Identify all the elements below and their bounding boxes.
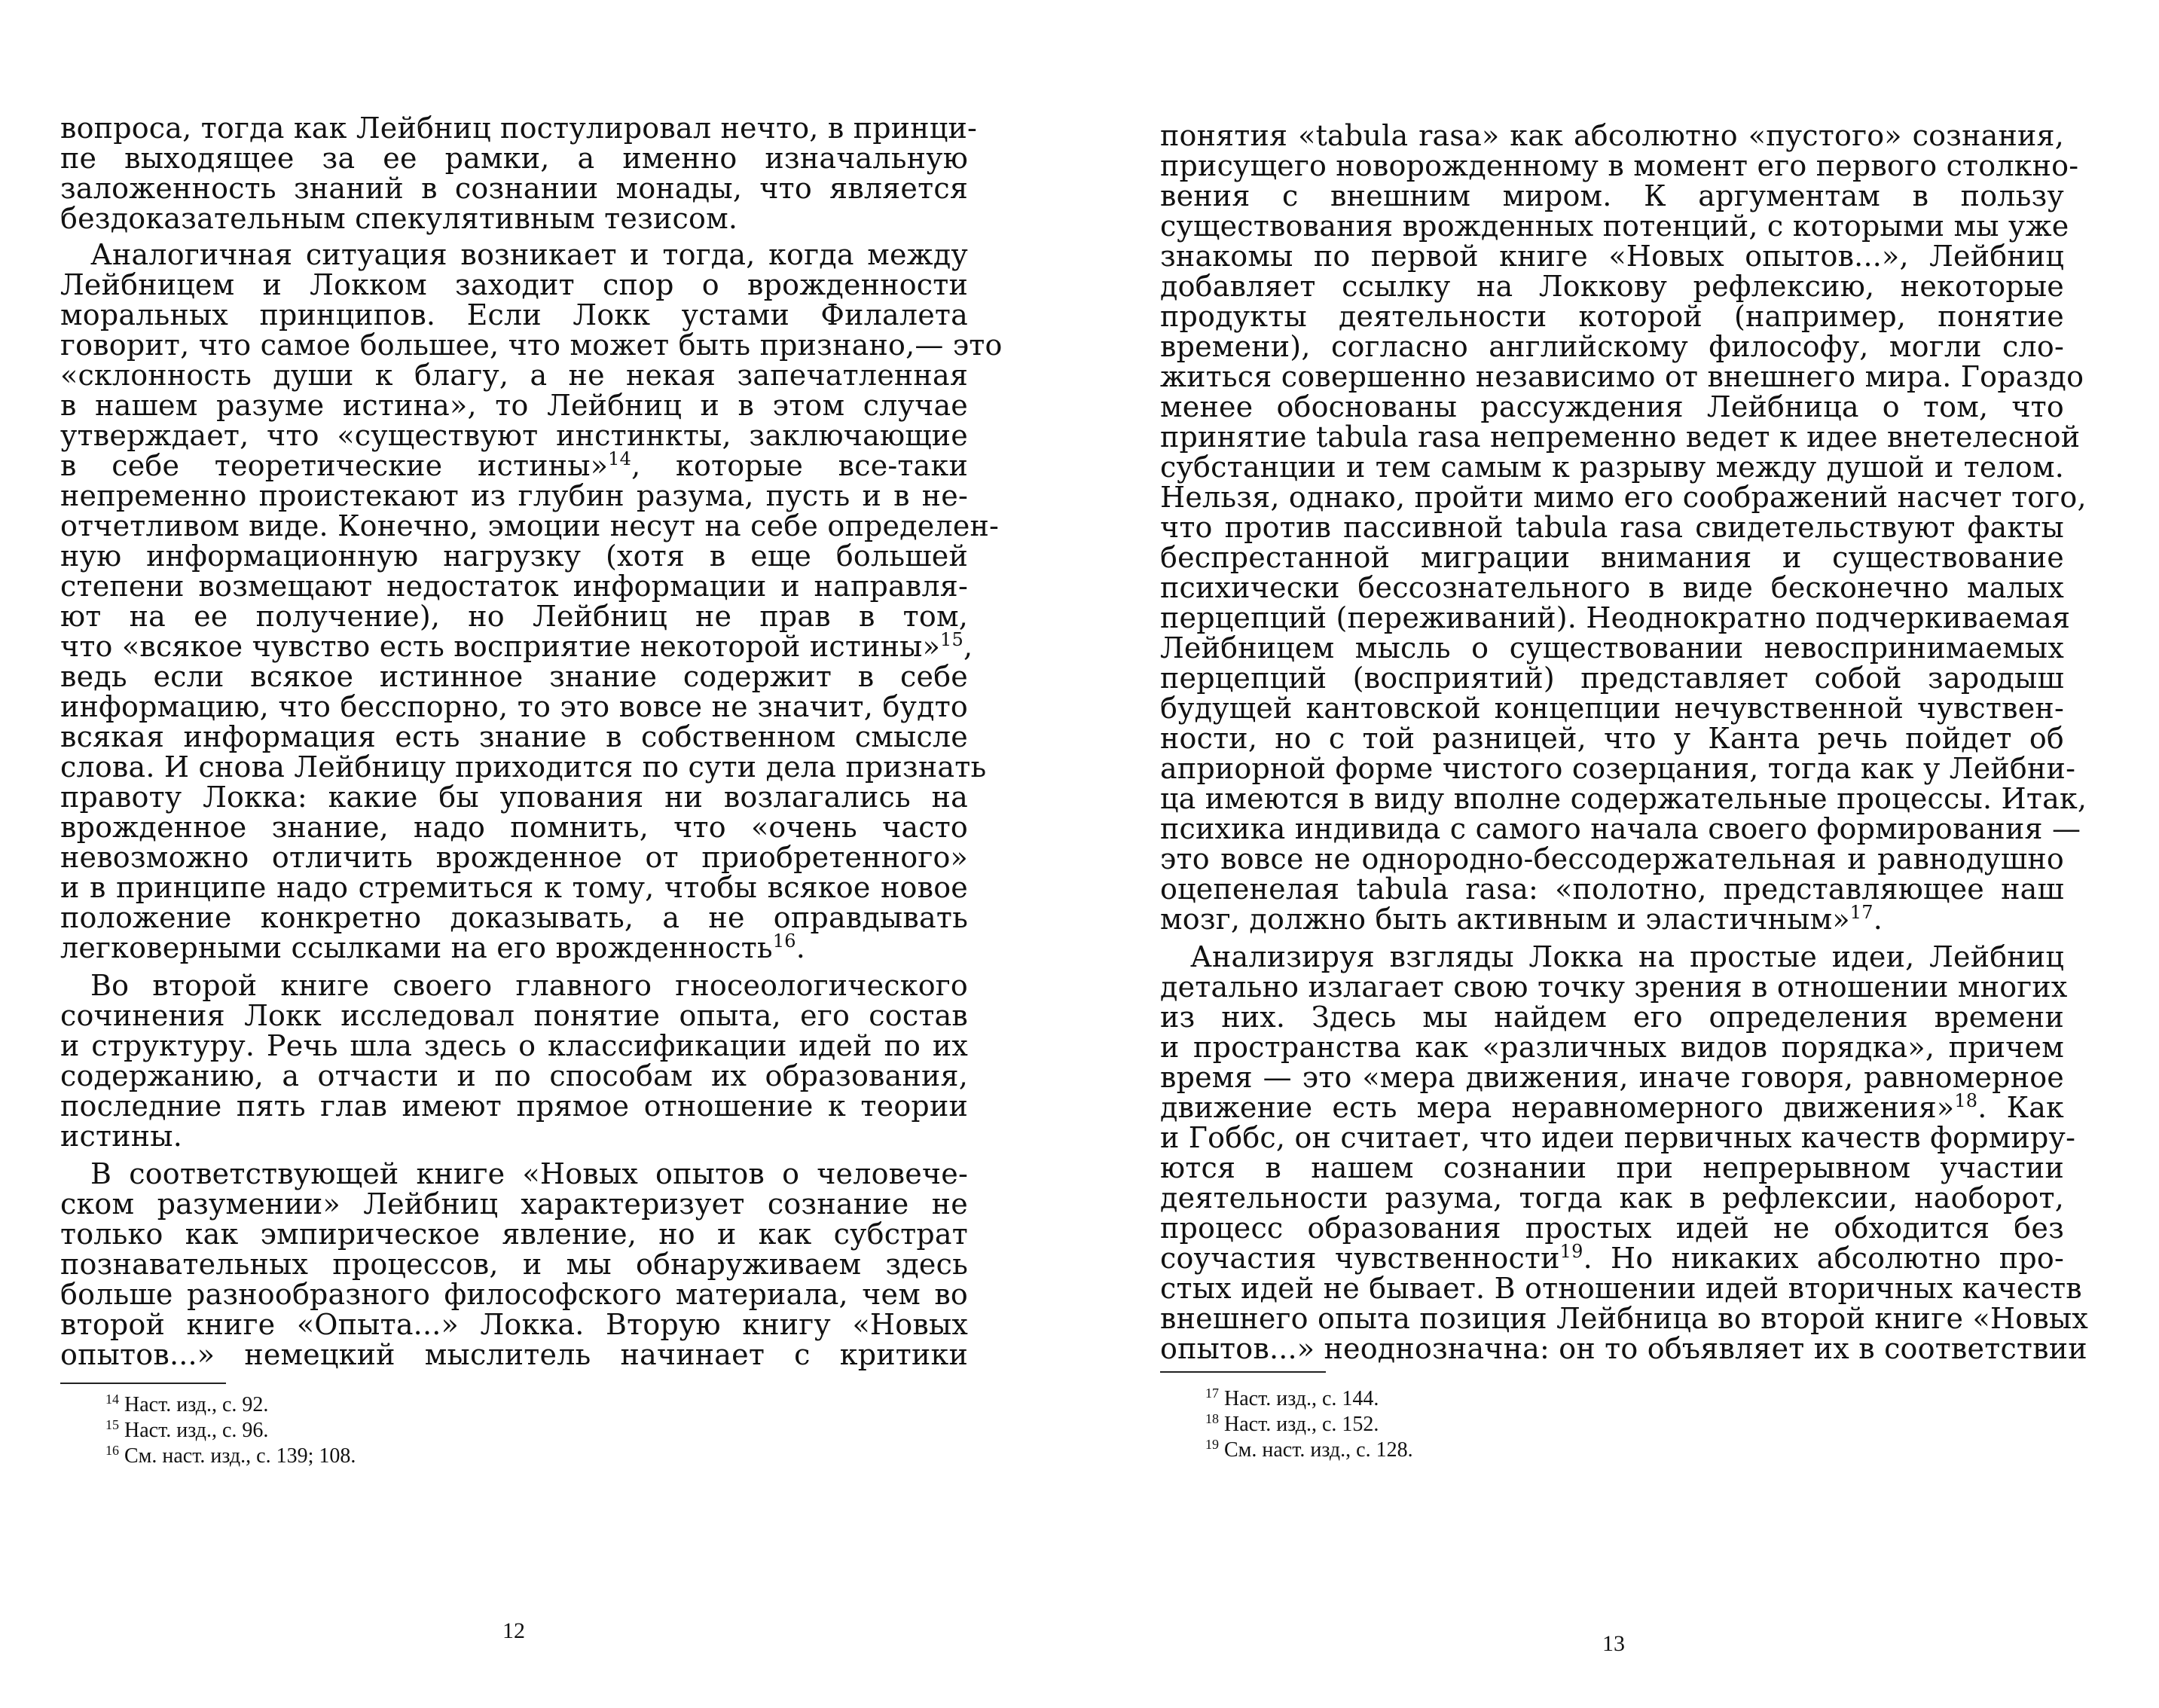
text-line: больше разнообразного философского материала, чем во <box>60 1278 968 1311</box>
text-line: опытов...» немецкий мыслитель начинает с критики <box>60 1338 968 1371</box>
text-line: ведь если всякое истинное знание содержит в себе <box>60 660 968 693</box>
footnote-number: 17 <box>1205 1386 1219 1401</box>
footnote-text: Наст. изд., с. 92. <box>124 1393 269 1416</box>
text-line: невозможно отличить врожденное от приобретенного» <box>60 841 968 874</box>
text-line: заложенность знаний в сознании монады, что является <box>60 172 968 205</box>
text-line: всякая информация есть знание в собственном смысле <box>60 720 968 753</box>
text-line: вения с внешним миром. К аргументам в пользу <box>1160 179 2064 212</box>
text-line: ную информационную нагрузку (хотя в еще большей <box>60 539 968 573</box>
text-segment: . <box>796 931 806 964</box>
text-line: правоту Локка: какие бы упования ни возлагались на <box>60 781 968 814</box>
text-line: познавательных процессов, и мы обнаруживаем здесь <box>60 1248 968 1281</box>
text-line: детально излагает свою точку зрения в отношении многих <box>1160 970 2068 1004</box>
text-segment: что «всякое чувство есть восприятие некоторой истины» <box>60 630 941 663</box>
text-line: ском разумении» Лейбниц характеризует сознание не <box>60 1187 968 1221</box>
footnote <box>105 1418 268 1444</box>
text-line: добавляет ссылку на Локкову рефлексию, некоторые <box>1160 270 2064 303</box>
text-line: это вовсе не однородно-бессодержательная и равнодушно <box>1160 842 2064 875</box>
text-line: Анализируя взгляды Локка на простые идеи, Лейбниц <box>1190 940 2064 973</box>
text-segment: соучастия чувственности <box>1160 1242 1560 1275</box>
text-line: бездоказательным спекулятивным тезисом. <box>60 202 738 235</box>
text-line: беспрестанной миграции внимания и существование <box>1160 541 2064 574</box>
page-number: 12 <box>502 1618 525 1643</box>
text-line: В соответствующей книге «Новых опытов о человече- <box>90 1157 968 1190</box>
text-line: информацию, что бесспорно, то это вовсе не значит, будто <box>60 690 968 723</box>
footnote-ref[interactable]: 19 <box>1559 1241 1583 1262</box>
text-line: Нельзя, однако, пройти мимо его соображений насчет того, <box>1160 481 2087 514</box>
text-segment: движение есть мера неравномерного движения» <box>1160 1091 1955 1124</box>
text-line <box>1160 1243 2064 1273</box>
footnote-number: 18 <box>1205 1411 1219 1426</box>
footnote-ref[interactable]: 17 <box>1849 902 1873 923</box>
text-line <box>1160 904 2064 934</box>
text-line: положение конкретно доказывать, а не оправдывать <box>60 901 968 934</box>
text-line: слова. И снова Лейбницу приходится по сути дела признать <box>60 750 987 784</box>
text-segment: в себе теоретические истины» <box>60 449 609 482</box>
footnote-ref[interactable]: 14 <box>608 448 632 469</box>
text-line: перцепций (переживаний). Неоднократно подчеркиваемая <box>1160 601 2071 634</box>
text-line: психически бессознательного в виде бесконечно малых <box>1160 571 2064 604</box>
text-line: второй книге «Опыта...» Локка. Вторую книгу «Новых <box>60 1308 968 1341</box>
text-line: внешнего опыта позиция Лейбница во второй книге «Новых <box>1160 1302 2088 1335</box>
footnote-text: Наст. изд., с. 96. <box>124 1419 269 1442</box>
text-line: житься совершенно независимо от внешнего мира. Гораздо <box>1160 360 2084 393</box>
text-line: и Гоббс, он считает, что идеи первичных качеств формиру- <box>1160 1121 2076 1154</box>
text-line: присущего новорожденному в момент его первого столкно- <box>1160 149 2079 182</box>
text-line: и в принципе надо стремиться к тому, чтобы всякое новое <box>60 871 968 904</box>
text-line: сочинения Локк исследовал понятие опыта, его состав <box>60 999 968 1032</box>
text-line: говорит, что самое большее, что может быть признано,— это <box>60 328 1003 362</box>
footnote-ref[interactable]: 15 <box>940 629 963 650</box>
text-line: пе выходящее за ее рамки, а именно изначальную <box>60 142 968 175</box>
text-segment: легковерными ссылками на его врожденность <box>60 931 773 964</box>
text-line <box>1160 1092 2064 1123</box>
text-line: опытов...» неоднозначна: он то объявляет их в соответствии <box>1160 1332 2087 1365</box>
text-line: время — это «мера движения, иначе говоря, равномерное <box>1160 1061 2064 1094</box>
text-line: перцепций (восприятий) представляет собой зародыш <box>1160 662 2064 695</box>
footnote <box>1205 1438 1413 1463</box>
text-line: ются в нашем сознании при непрерывном участии <box>1160 1151 2064 1184</box>
text-line: принятие tabula rasa непременно ведет к идее внетелесной <box>1160 420 2081 454</box>
left-page <box>60 0 1003 1708</box>
text-line <box>60 930 968 964</box>
footnote-text: См. наст. изд., с. 139; 108. <box>124 1444 356 1468</box>
text-line: только как эмпирическое явление, но и как субстрат <box>60 1218 968 1251</box>
text-line: Лейбницем мысль о существовании невоспринимаемых <box>1160 631 2064 665</box>
text-line: времени), согласно английскому философу, могли сло- <box>1160 330 2064 363</box>
text-line: и пространства как «различных видов порядка», причем <box>1160 1031 2064 1064</box>
footnote-text: Наст. изд., с. 144. <box>1224 1387 1379 1410</box>
text-line: в нашем разуме истина», то Лейбниц и в этом случае <box>60 389 968 422</box>
text-line: «склонность души к благу, а не некая запечатленная <box>60 359 968 392</box>
text-line: вопроса, тогда как Лейбниц постулировал нечто, в принци- <box>60 112 978 145</box>
text-line: субстанции и тем самым к разрыву между душой и телом. <box>1160 451 2064 484</box>
text-segment: мозг, должно быть активным и эластичным» <box>1160 903 1850 936</box>
text-line: менее обоснованы рассуждения Лейбница о том, что <box>1160 390 2064 423</box>
text-line: Лейбницем и Локком заходит спор о врожденности <box>60 268 968 301</box>
text-line <box>60 629 973 663</box>
text-line: ца имеются в виду вполне содержательные процессы. Итак, <box>1160 782 2087 815</box>
footnote-number: 16 <box>105 1443 119 1458</box>
text-line: психика индивида с самого начала своего формирования — <box>1160 812 2081 845</box>
text-line: содержанию, а отчасти и по способам их образования, <box>60 1059 968 1092</box>
footnote-text: Наст. изд., с. 152. <box>1224 1413 1379 1436</box>
footnote-number: 15 <box>105 1417 119 1432</box>
text-line: последние пять глав имеют прямое отношение к теории <box>60 1089 968 1123</box>
footnote-divider <box>60 1383 226 1384</box>
text-segment: . Как <box>1977 1091 2065 1124</box>
footnote-ref[interactable]: 16 <box>772 930 796 952</box>
footnote <box>1205 1412 1379 1438</box>
text-line: отчетливом виде. Конечно, эмоции несут на себе определен- <box>60 509 1000 542</box>
text-line: стых идей не бывает. В отношении идей вторичных качеств <box>1160 1272 2082 1305</box>
footnote <box>1205 1386 1379 1412</box>
page-number: 13 <box>1602 1631 1625 1656</box>
footnote <box>105 1444 356 1469</box>
text-segment: , которые все-таки <box>631 449 968 482</box>
footnote-divider <box>1160 1371 1326 1373</box>
text-line: априорной форме чистого созерцания, тогда как у Лейбни- <box>1160 752 2076 785</box>
text-segment: , <box>963 630 973 663</box>
footnote <box>105 1392 268 1418</box>
text-line: моральных принципов. Если Локк устами Филалета <box>60 298 968 332</box>
text-line: понятия «tabula rasa» как абсолютно «пустого» сознания, <box>1160 119 2064 152</box>
text-segment: . <box>1873 903 1883 936</box>
text-line: утверждает, что «существуют инстинкты, заключающие <box>60 419 968 452</box>
text-line: знакомы по первой книге «Новых опытов...», Лейбниц <box>1160 240 2064 273</box>
text-line: процесс образования простых идей не обходится без <box>1160 1211 2064 1245</box>
text-line: деятельности разума, тогда как в рефлексии, наоборот, <box>1160 1181 2064 1215</box>
text-line: врожденное знание, надо помнить, что «очень часто <box>60 811 968 844</box>
right-page <box>1160 0 2088 1708</box>
text-line: и структуру. Речь шла здесь о классификации идей по их <box>60 1029 968 1062</box>
text-line: из них. Здесь мы найдем его определения времени <box>1160 1001 2064 1034</box>
text-line: истины. <box>60 1120 183 1153</box>
text-line: что против пассивной tabula rasa свидетельствуют факты <box>1160 511 2064 544</box>
text-line: продукты деятельности которой (например, понятие <box>1160 300 2064 333</box>
text-line <box>60 448 968 482</box>
text-line: непременно проистекают из глубин разума, пусть и в не- <box>60 479 968 512</box>
footnote-text: См. наст. изд., с. 128. <box>1224 1438 1413 1462</box>
text-line: существования врожденных потенций, с которыми мы уже <box>1160 209 2069 243</box>
text-line: ют на ее получение), но Лейбниц не прав в том, <box>60 600 968 633</box>
text-line: будущей кантовской концепции нечувственной чувствен- <box>1160 692 2064 725</box>
text-line: Во второй книге своего главного гносеологического <box>90 969 968 1002</box>
text-line: Аналогичная ситуация возникает и тогда, когда между <box>90 238 968 271</box>
text-line: ности, но с той разницей, что у Канта речь пойдет об <box>1160 722 2064 755</box>
footnote-number: 19 <box>1205 1437 1219 1452</box>
footnote-number: 14 <box>105 1392 119 1407</box>
text-segment: . Но никаких абсолютно про- <box>1583 1242 2064 1275</box>
footnote-ref[interactable]: 18 <box>1954 1090 1978 1111</box>
text-line: степени возмещают недостаток информации и направля- <box>60 570 968 603</box>
text-line: оцепенелая tabula rasa: «полотно, представляющее наш <box>1160 872 2064 906</box>
